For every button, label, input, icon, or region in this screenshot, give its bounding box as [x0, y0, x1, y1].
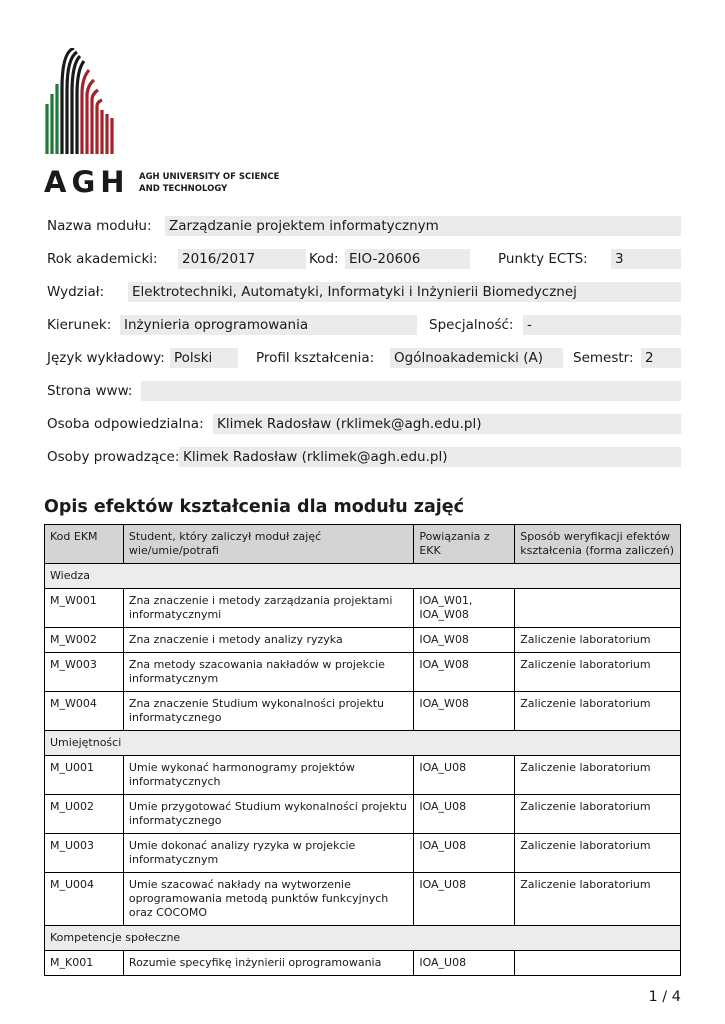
cell-verification: Zaliczenie laboratorium: [515, 834, 681, 873]
lecturers-label: Osoby prowadzące:: [47, 449, 180, 465]
ects-value: 3: [611, 249, 681, 269]
table-section-row: [45, 731, 681, 756]
responsible-label: Osoba odpowiedzialna:: [47, 416, 204, 432]
table-row: [45, 692, 681, 731]
cell-verification: Zaliczenie laboratorium: [515, 692, 681, 731]
code-label: Kod:: [309, 251, 339, 267]
language-value: Polski: [170, 348, 238, 368]
semester-value: 2: [641, 348, 681, 368]
table-section-row: [45, 564, 681, 589]
cell-links: IOA_W01, IOA_W08: [414, 589, 515, 628]
cell-outcome: Zna znaczenie i metody zarządzania projektami informatycznymi: [123, 589, 413, 628]
cell-code: M_W004: [45, 692, 124, 731]
cell-verification: Zaliczenie laboratorium: [515, 628, 681, 653]
cell-outcome: Umie dokonać analizy ryzyka w projekcie informatycznym: [123, 834, 413, 873]
section-title-cell: Umiejętności: [45, 731, 681, 756]
table-row: [45, 589, 681, 628]
cell-outcome: Zna znaczenie i metody analizy ryzyka: [123, 628, 413, 653]
code-value: EIO-20606: [345, 249, 470, 269]
cell-links: IOA_U08: [414, 951, 515, 976]
cell-code: M_K001: [45, 951, 124, 976]
header-outcome: Student, który zaliczył moduł zajęć wie/umie/potrafi: [123, 525, 413, 564]
table-body: [45, 564, 681, 976]
cell-code: M_W003: [45, 653, 124, 692]
specialty-label: Specjalność:: [429, 317, 514, 333]
section-title: Opis efektów kształcenia dla modułu zajęć: [44, 497, 465, 517]
module-name-value: Zarządzanie projektem informatycznym: [165, 216, 681, 236]
cell-verification: [515, 951, 681, 976]
cell-outcome: Zna znaczenie Studium wykonalności projektu informatycznego: [123, 692, 413, 731]
cell-links: IOA_W08: [414, 653, 515, 692]
profile-value: Ogólnoakademicki (A): [390, 348, 563, 368]
table-row: [45, 834, 681, 873]
table-row: [45, 653, 681, 692]
major-value: Inżynieria oprogramowania: [120, 315, 417, 335]
section-title-cell: Wiedza: [45, 564, 681, 589]
year-value: 2016/2017: [178, 249, 306, 269]
faculty-label: Wydział:: [47, 284, 105, 300]
profile-label: Profil kształcenia:: [256, 350, 375, 366]
cell-links: IOA_U08: [414, 795, 515, 834]
cell-verification: Zaliczenie laboratorium: [515, 795, 681, 834]
year-label: Rok akademicki:: [47, 251, 158, 267]
learning-outcomes-table: [44, 524, 681, 976]
page-number: 1 / 4: [648, 989, 681, 1005]
cell-links: IOA_U08: [414, 756, 515, 795]
logo-university-line2: AND TECHNOLOGY: [139, 184, 228, 194]
logo-wordmark: AGH: [44, 165, 130, 198]
lecturers-value: Klimek Radosław (rklimek@agh.edu.pl): [179, 447, 681, 467]
header-code: Kod EKM: [45, 525, 124, 564]
cell-code: M_U003: [45, 834, 124, 873]
cell-links: IOA_U08: [414, 873, 515, 926]
cell-outcome: Zna metody szacowania nakładów w projekcie informatycznym: [123, 653, 413, 692]
cell-verification: Zaliczenie laboratorium: [515, 873, 681, 926]
table-row: [45, 873, 681, 926]
logo-university-line1: AGH UNIVERSITY OF SCIENCE: [139, 172, 280, 182]
cell-links: IOA_W08: [414, 692, 515, 731]
cell-links: IOA_W08: [414, 628, 515, 653]
cell-code: M_U004: [45, 873, 124, 926]
cell-outcome: Umie wykonać harmonogramy projektów informatycznych: [123, 756, 413, 795]
cell-verification: [515, 589, 681, 628]
specialty-value: -: [523, 315, 681, 335]
ects-label: Punkty ECTS:: [498, 251, 588, 267]
table-section-row: [45, 926, 681, 951]
table-header-row: [45, 525, 681, 564]
cell-code: M_U002: [45, 795, 124, 834]
header-links: Powiązania z EKK: [414, 525, 515, 564]
semester-label: Semestr:: [573, 350, 634, 366]
responsible-value: Klimek Radosław (rklimek@agh.edu.pl): [213, 414, 681, 434]
agh-logo: [44, 48, 284, 198]
cell-outcome: Umie przygotować Studium wykonalności projektu informatycznego: [123, 795, 413, 834]
table-row: [45, 951, 681, 976]
agh-logo-graphic: [44, 48, 284, 198]
table-row: [45, 795, 681, 834]
module-name-label: Nazwa modułu:: [47, 218, 152, 234]
website-value: [141, 381, 681, 401]
header-verification: Sposób weryfikacji efektów kształcenia (forma zaliczeń): [515, 525, 681, 564]
table-row: [45, 628, 681, 653]
language-label: Język wykładowy:: [47, 350, 165, 366]
cell-code: M_U001: [45, 756, 124, 795]
cell-code: M_W002: [45, 628, 124, 653]
cell-links: IOA_U08: [414, 834, 515, 873]
website-label: Strona www:: [47, 383, 133, 399]
cell-outcome: Umie szacować nakłady na wytworzenie oprogramowania metodą punktów funkcyjnych oraz COCOMO: [123, 873, 413, 926]
cell-verification: Zaliczenie laboratorium: [515, 756, 681, 795]
cell-code: M_W001: [45, 589, 124, 628]
cell-verification: Zaliczenie laboratorium: [515, 653, 681, 692]
faculty-value: Elektrotechniki, Automatyki, Informatyki i Inżynierii Biomedycznej: [128, 282, 681, 302]
major-label: Kierunek:: [47, 317, 112, 333]
section-title-cell: Kompetencje społeczne: [45, 926, 681, 951]
cell-outcome: Rozumie specyfikę inżynierii oprogramowania: [123, 951, 413, 976]
table-row: [45, 756, 681, 795]
